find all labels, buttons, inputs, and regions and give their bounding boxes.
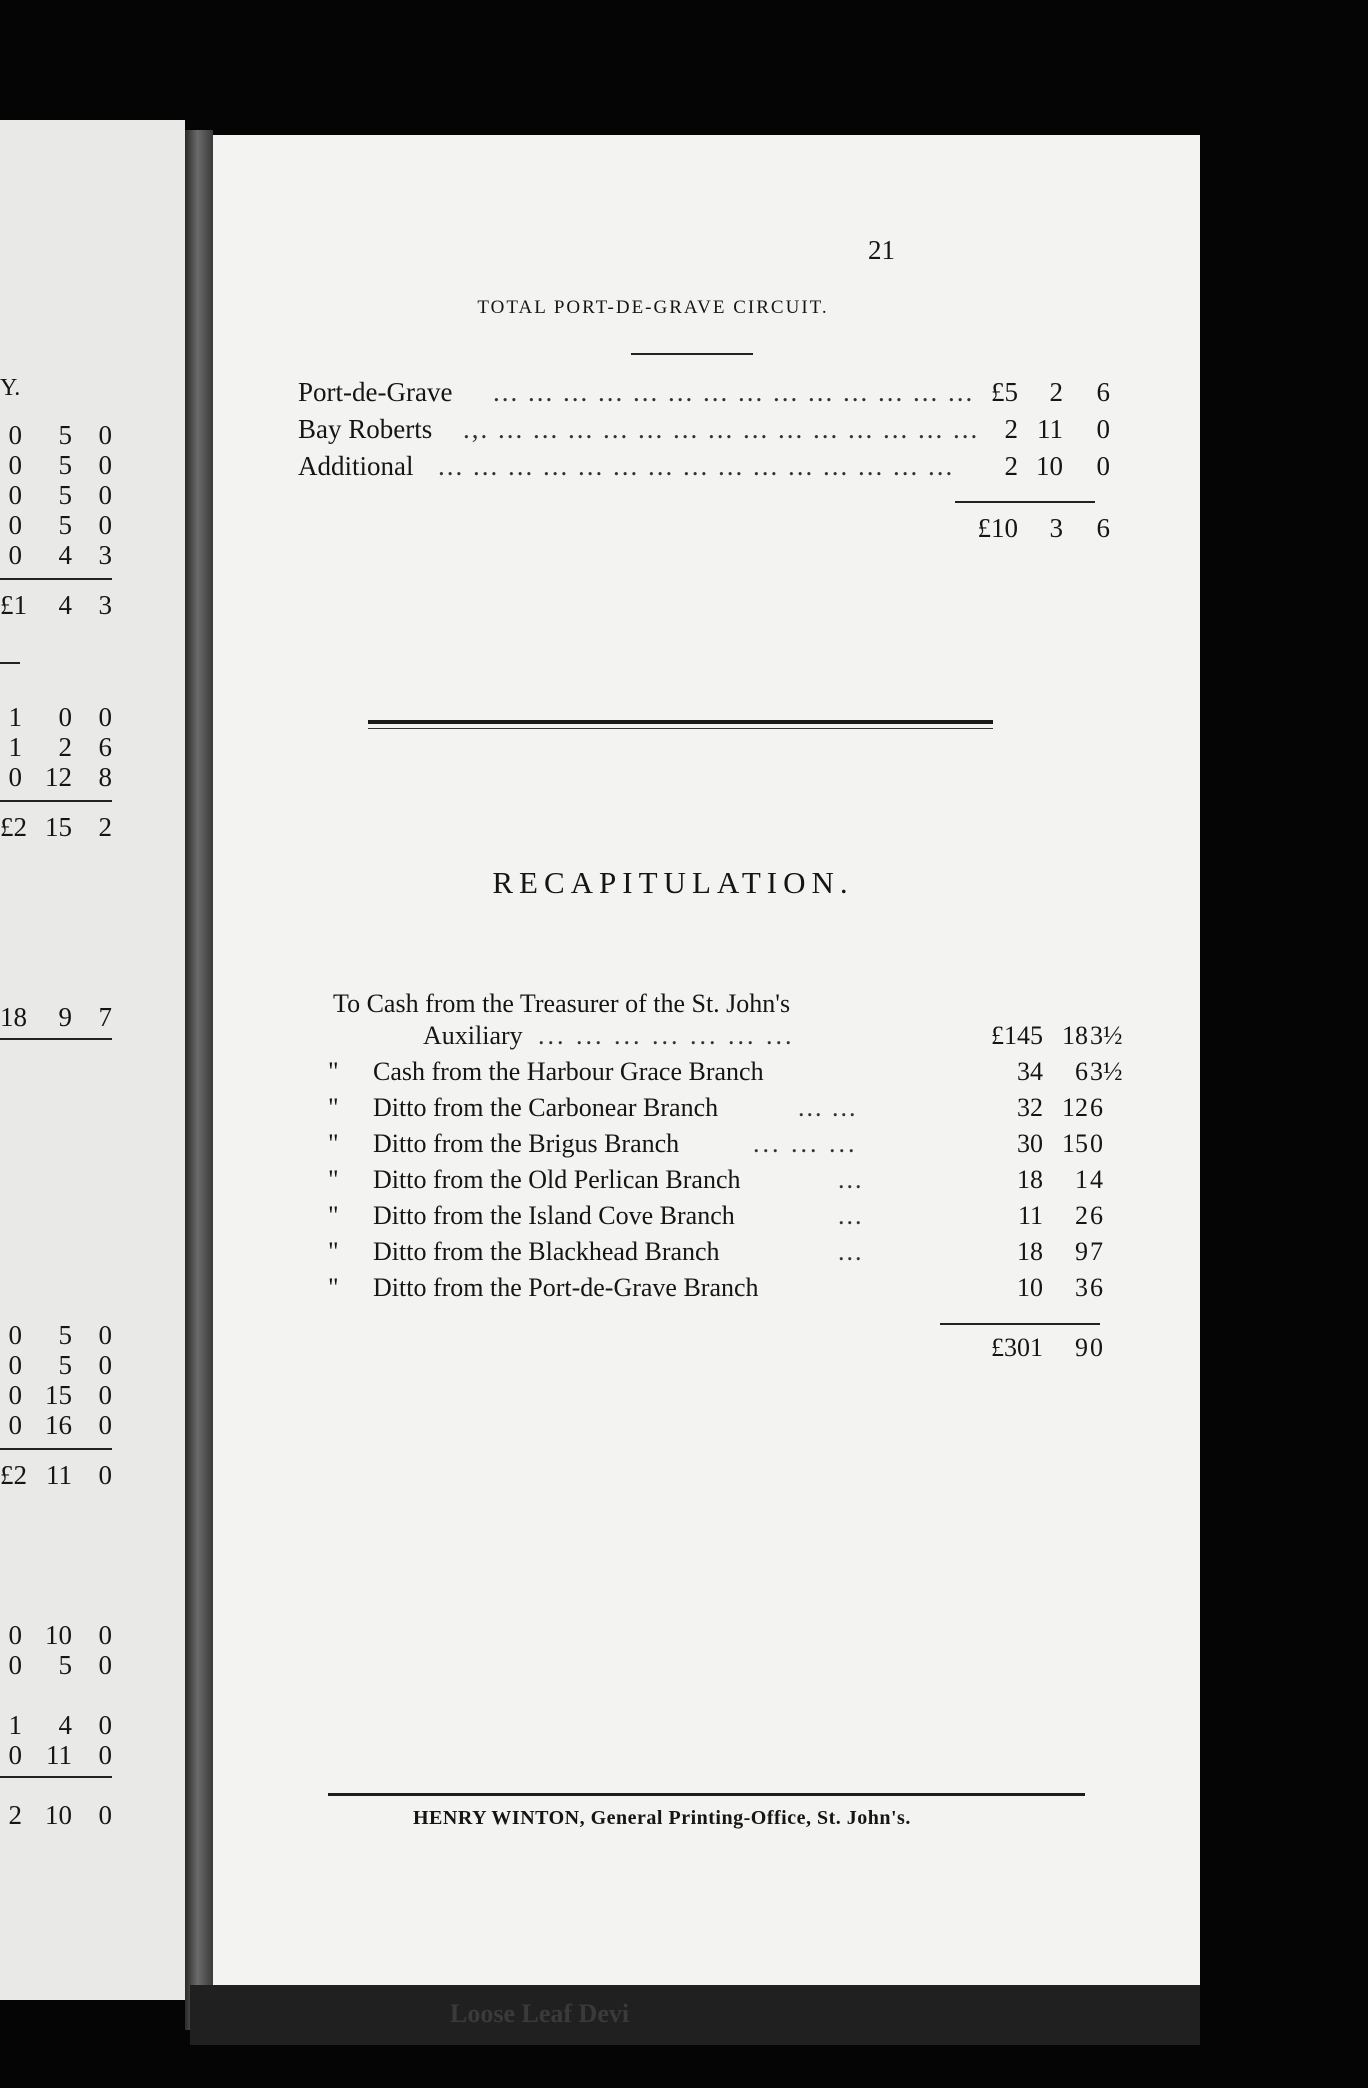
recap-pounds: 18 [1017, 1165, 1043, 1194]
leader-dots: .,. ... ... ... ... ... ... ... ... ... ... ... ... ... ... [463, 414, 980, 444]
recap-shillings: 12 [1062, 1093, 1088, 1122]
circuit-entry [298, 414, 1128, 450]
binding-strip [190, 1985, 1200, 2045]
left-row: 0 16 0 [8, 1410, 112, 1440]
amount-shillings: 11 [1037, 414, 1063, 444]
recap-shillings: 18 [1062, 1021, 1088, 1050]
recap-entry [328, 1201, 1198, 1237]
leader-dots: ... [838, 1237, 864, 1266]
recap-pence: 0 [1090, 1129, 1103, 1158]
left-header-stub: Y. [0, 375, 21, 401]
left-short-rule [0, 662, 20, 664]
leader-dots: ... [838, 1201, 864, 1230]
amount-pence: 6 [1096, 377, 1110, 407]
total-pence: 6 [1096, 513, 1110, 543]
recap-entry [328, 1129, 1198, 1165]
left-total-row: £2 11 0 [0, 1460, 112, 1490]
left-row: 0 5 0 [8, 420, 112, 450]
recap-pounds: 11 [1017, 1201, 1043, 1230]
ditto-mark: " [328, 1165, 339, 1194]
recap-pounds: £145 [991, 1021, 1043, 1050]
left-row: 0 10 0 [8, 1620, 112, 1650]
left-total-row: 2 10 0 [8, 1800, 112, 1830]
recap-shillings: 3 [1075, 1273, 1088, 1302]
recap-pounds: 32 [1017, 1093, 1043, 1122]
recap-pence: 6 [1090, 1273, 1103, 1302]
ditto-mark: " [328, 1273, 339, 1302]
recap-pence: 4 [1090, 1165, 1103, 1194]
recap-entry [328, 1237, 1198, 1273]
circuit-entry [298, 377, 1128, 413]
recap-label: Ditto from the Brigus Branch [373, 1129, 680, 1158]
recap-label: Ditto from the Island Cove Branch [373, 1201, 735, 1230]
ditto-mark: " [328, 1129, 339, 1158]
left-row: 0 15 0 [8, 1380, 112, 1410]
amount-pounds: 2 [1004, 414, 1018, 444]
left-row: 0 12 8 [8, 762, 112, 792]
recap-pounds: 30 [1017, 1129, 1043, 1158]
left-total-rule [0, 578, 112, 580]
leader-dots: ... ... [798, 1093, 858, 1122]
recap-pounds: 18 [1017, 1237, 1043, 1266]
recap-entry [328, 1165, 1198, 1201]
recap-entry-treasurer [333, 989, 1203, 1025]
amount-pounds: £5 [991, 377, 1018, 407]
left-row: 0 4 3 [8, 540, 112, 570]
leader-dots: ... ... ... ... ... ... ... ... ... ... ... ... ... ... ... [438, 451, 955, 481]
circuit-total [298, 513, 1128, 549]
leader-dots: ... ... ... ... ... ... ... [538, 1021, 795, 1050]
left-total-row: £1 4 3 [0, 590, 112, 620]
left-row: 1 0 0 [8, 702, 112, 732]
left-row: 0 5 0 [8, 1350, 112, 1380]
recap-shillings: 15 [1062, 1129, 1088, 1158]
recap-label: Cash from the Harbour Grace Branch [373, 1057, 764, 1086]
recap-shillings: 1 [1075, 1165, 1088, 1194]
total-pounds: £301 [991, 1333, 1043, 1362]
left-total-row: 18 9 7 [0, 1002, 112, 1032]
title-rule [631, 353, 753, 355]
left-total-rule [0, 800, 112, 802]
left-row: 0 5 0 [8, 1650, 112, 1680]
entry-label: Port-de-Grave [298, 377, 453, 407]
recap-total [328, 1333, 1198, 1369]
recap-pence: 6 [1090, 1093, 1103, 1122]
left-row: 0 5 0 [8, 1320, 112, 1350]
left-total-rule [0, 1038, 112, 1040]
left-row: 1 4 0 [8, 1710, 112, 1740]
leader-dots: ... ... ... [753, 1129, 858, 1158]
ditto-mark: " [328, 1201, 339, 1230]
binding-label: Loose Leaf Devi [450, 1999, 630, 2028]
recap-shillings: 2 [1075, 1201, 1088, 1230]
footer-rule [328, 1793, 1085, 1796]
recap-pence: 3½ [1090, 1057, 1123, 1086]
recap-pence: 3½ [1090, 1021, 1123, 1050]
recap-entry [328, 1093, 1198, 1129]
recap-label: Ditto from the Old Perlican Branch [373, 1165, 741, 1194]
amount-shillings: 10 [1036, 451, 1063, 481]
left-row: 0 5 0 [8, 480, 112, 510]
recap-label: Ditto from the Port-de-Grave Branch [373, 1273, 759, 1302]
recap-shillings: 9 [1075, 1237, 1088, 1266]
recap-pence: 7 [1090, 1237, 1103, 1266]
total-shillings: 3 [1049, 513, 1063, 543]
left-total-rule [0, 1776, 112, 1778]
previous-page-fragment [0, 120, 185, 2000]
recap-pounds: 10 [1017, 1273, 1043, 1302]
recapitulation-title: RECAPITULATION. [492, 865, 854, 900]
recap-entry [328, 1057, 1198, 1093]
leader-dots: ... [838, 1165, 864, 1194]
total-pounds: £10 [977, 513, 1018, 543]
section-divider [368, 720, 993, 730]
leader-dots: ... ... ... ... ... ... ... ... ... ... ... ... ... ... [493, 377, 975, 407]
page-number: 21 [868, 235, 895, 265]
recap-label: To Cash from the Treasurer of the St. John's [333, 989, 791, 1018]
recap-shillings: 6 [1075, 1057, 1088, 1086]
circuit-entry [298, 451, 1128, 487]
entry-label: Additional [298, 451, 414, 481]
left-row: 0 5 0 [8, 450, 112, 480]
total-pence: 0 [1090, 1333, 1103, 1362]
book-spine [185, 130, 213, 2030]
printer-imprint: HENRY WINTON, General Printing-Office, St. John's. [413, 1807, 911, 1829]
recap-label-cont: Auxiliary [423, 1021, 523, 1050]
entry-label: Bay Roberts [298, 414, 433, 444]
ditto-mark: " [328, 1093, 339, 1122]
amount-pence: 0 [1096, 451, 1110, 481]
recap-pounds: 34 [1017, 1057, 1043, 1086]
left-row: 0 11 0 [8, 1740, 112, 1770]
total-shillings: 9 [1075, 1333, 1088, 1362]
ditto-mark: " [328, 1057, 339, 1086]
ditto-mark: " [328, 1237, 339, 1266]
left-row: 1 2 6 [8, 732, 112, 762]
circuit-title: TOTAL PORT-DE-GRAVE CIRCUIT. [477, 297, 829, 318]
amount-pence: 0 [1096, 414, 1110, 444]
left-row: 0 5 0 [8, 510, 112, 540]
recap-total-rule [940, 1323, 1100, 1325]
recap-label: Ditto from the Carbonear Branch [373, 1093, 719, 1122]
left-total-row: £2 15 2 [0, 812, 112, 842]
left-total-rule [0, 1448, 112, 1450]
recap-entry [328, 1273, 1198, 1309]
recap-label: Ditto from the Blackhead Branch [373, 1237, 720, 1266]
circuit-total-rule [955, 501, 1095, 503]
amount-shillings: 2 [1049, 377, 1063, 407]
document-page [213, 135, 1200, 2015]
recap-entry-treasurer-cont [328, 1021, 1198, 1057]
amount-pounds: 2 [1004, 451, 1018, 481]
recap-pence: 6 [1090, 1201, 1103, 1230]
